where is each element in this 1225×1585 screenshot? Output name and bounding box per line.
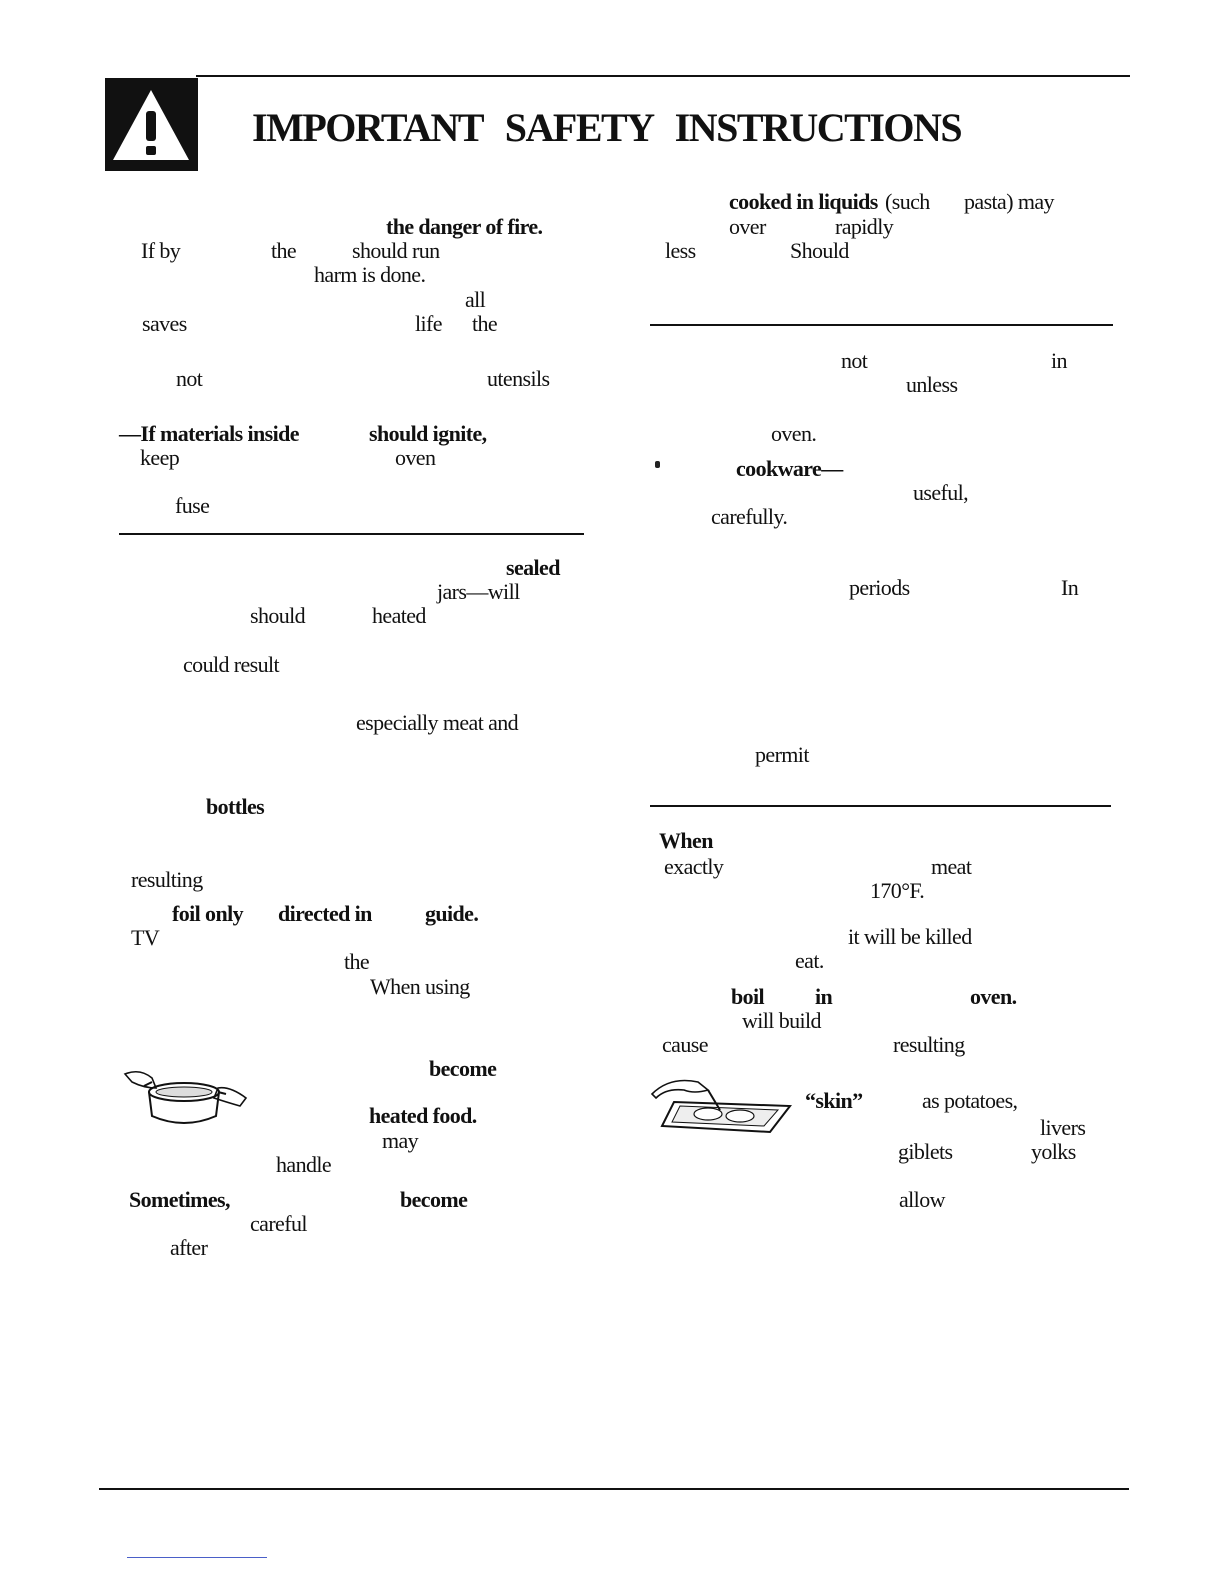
left-section-rule (119, 533, 584, 535)
right-text-fragment: When (659, 828, 713, 853)
left-text-fragment: life (415, 311, 442, 336)
right-text-fragment: as potatoes, (922, 1088, 1018, 1113)
right-text-fragment: over (729, 214, 766, 239)
left-text-fragment: utensils (487, 366, 550, 391)
right-text-fragment: (such (885, 189, 930, 214)
right-text-fragment: 170°F. (870, 878, 925, 903)
right-text-fragment: livers (1040, 1115, 1086, 1140)
right-text-fragment: oven. (771, 421, 817, 446)
hand-piercing-potatoes-illustration (650, 1072, 792, 1134)
right-text-fragment: periods (849, 575, 910, 600)
right-text-fragment: permit (755, 742, 809, 767)
top-rule (196, 75, 1130, 77)
left-text-fragment: heated food. (369, 1103, 477, 1128)
left-text-fragment: the (344, 949, 370, 974)
left-text-fragment: guide. (425, 901, 479, 926)
left-text-fragment: after (170, 1235, 208, 1260)
left-text-fragment: jars—will (437, 579, 520, 604)
left-text-fragment: TV (131, 925, 160, 950)
footer-link-underline[interactable] (127, 1557, 267, 1558)
left-text-fragment: heated (372, 603, 426, 628)
left-text-fragment: could result (183, 652, 280, 677)
left-text-fragment: fuse (175, 493, 210, 518)
left-text-fragment: directed in (278, 901, 372, 926)
right-text-fragment: allow (899, 1187, 945, 1212)
right-text-fragment: Should (790, 238, 849, 263)
right-text-fragment: exactly (664, 854, 724, 879)
right-text-fragment: not (841, 348, 868, 373)
bullet (655, 461, 660, 468)
right-text-fragment: boil (731, 984, 765, 1009)
left-text-fragment: may (382, 1128, 419, 1153)
left-text-fragment: should ignite, (369, 421, 487, 446)
left-text-fragment: harm is done. (314, 262, 426, 287)
right-text-fragment: it will be killed (848, 924, 972, 949)
right-text-fragment: cooked in liquids (729, 189, 878, 214)
left-text-fragment: careful (250, 1211, 307, 1236)
right-text-fragment: cookware— (736, 456, 843, 481)
right-section-rule-2 (650, 805, 1111, 807)
right-text-fragment: eat. (795, 948, 824, 973)
right-text-fragment: useful, (913, 480, 969, 505)
right-text-fragment: unless (906, 372, 958, 397)
left-text-fragment: resulting (131, 867, 203, 892)
left-text-fragment: the (472, 311, 498, 336)
right-text-fragment: resulting (893, 1032, 965, 1057)
left-text-fragment: foil only (172, 901, 243, 926)
right-text-fragment: giblets (898, 1139, 953, 1164)
left-text-fragment: should run (352, 238, 440, 263)
right-text-fragment: meat (931, 854, 972, 879)
left-text-fragment: keep (140, 445, 180, 470)
left-text-fragment: especially meat and (356, 710, 519, 735)
left-text-fragment: become (400, 1187, 468, 1212)
right-text-fragment: less (665, 238, 696, 263)
right-text-fragment: will build (742, 1008, 821, 1033)
hands-holding-pot-illustration (122, 1058, 250, 1130)
left-text-fragment: not (176, 366, 203, 391)
warning-box (105, 78, 198, 171)
warning-triangle-icon (105, 78, 198, 171)
left-text-fragment: When using (370, 974, 470, 999)
right-text-fragment: in (815, 984, 833, 1009)
left-text-fragment: should (250, 603, 306, 628)
right-text-fragment: cause (662, 1032, 708, 1057)
right-section-rule-1 (650, 324, 1113, 326)
right-text-fragment: pasta) may (964, 189, 1054, 214)
bottom-rule (99, 1488, 1129, 1490)
left-text-fragment: bottles (206, 794, 265, 819)
left-text-fragment: the danger of fire. (386, 214, 543, 239)
left-text-fragment: become (429, 1056, 497, 1081)
right-text-fragment: rapidly (835, 214, 894, 239)
right-text-fragment: carefully. (711, 504, 788, 529)
right-text-fragment: In (1061, 575, 1079, 600)
left-text-fragment: —If materials inside (119, 421, 299, 446)
left-text-fragment: all (465, 287, 486, 312)
left-text-fragment: the (271, 238, 297, 263)
left-text-fragment: handle (276, 1152, 332, 1177)
left-text-fragment: oven (395, 445, 436, 470)
right-text-fragment: in (1051, 348, 1067, 373)
right-text-fragment: “skin” (805, 1088, 863, 1113)
left-text-fragment: If by (141, 238, 181, 263)
right-text-fragment: yolks (1031, 1139, 1076, 1164)
left-text-fragment: saves (142, 311, 187, 336)
left-text-fragment: Sometimes, (129, 1187, 230, 1212)
page-title: IMPORTANT SAFETY INSTRUCTIONS (252, 105, 962, 150)
left-text-fragment: sealed (506, 555, 560, 580)
right-text-fragment: oven. (970, 984, 1017, 1009)
